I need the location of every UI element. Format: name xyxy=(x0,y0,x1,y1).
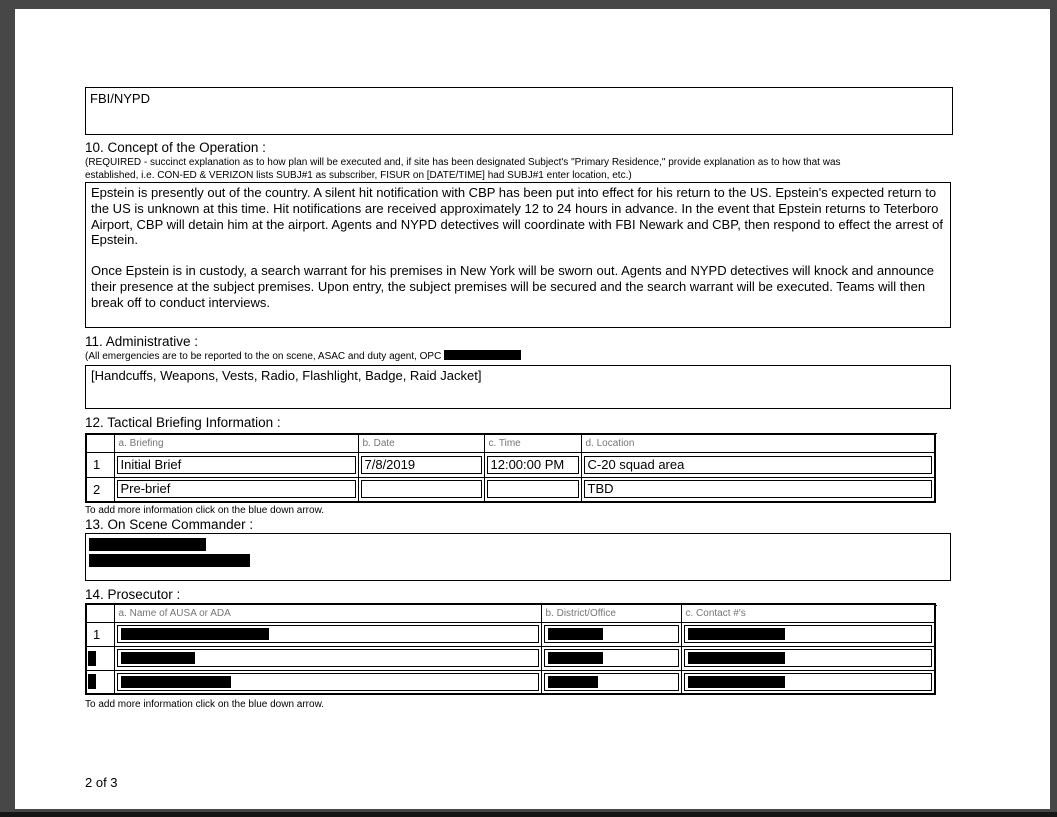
prosecutor-table-header-row xyxy=(86,604,935,622)
col-header-briefing: a. Briefing xyxy=(114,434,358,452)
redaction-bar xyxy=(688,676,785,688)
concept-paragraph-2: Once Epstein is in custody, a search warrant for his premises in New York will be sworn out. Agents and NYPD detectives will knock and announce their presence at the subject premises. Upon entry, the subject premises will be secured and the search warrant will be executed. Teams will then break off to conduct interviews. xyxy=(91,263,935,310)
briefing-row xyxy=(86,477,935,502)
ausa-name-field xyxy=(117,625,539,643)
redaction-bar xyxy=(444,350,521,360)
redaction-bar xyxy=(89,538,206,551)
paragraph-spacer xyxy=(91,248,945,263)
add-more-note: To add more information click on the blue down arrow. xyxy=(85,505,325,516)
row-number-redacted xyxy=(86,670,114,694)
section-13-heading: 13. On Scene Commander : xyxy=(85,517,937,536)
briefing-time-field: 12:00:00 PM xyxy=(487,456,579,474)
agency-field xyxy=(85,87,953,135)
section-12-heading: 12. Tactical Briefing Information : xyxy=(85,415,937,434)
district-field xyxy=(544,625,679,643)
col-header-district: b. District/Office xyxy=(541,604,681,622)
on-scene-commander-field xyxy=(85,533,951,581)
redaction-bar xyxy=(89,554,250,567)
briefing-date-field xyxy=(361,480,482,498)
ausa-name-field xyxy=(117,673,539,691)
administrative-field xyxy=(85,365,951,409)
concept-paragraph-1: Epstein is presently out of the country. A silent hit notification with CBP has been put into effect for his return to the US. Epstein's expected return to the US is unknown at this time. Hit notifications are received approximately 12 to 24 hours in advance. In the event that Epstein returns to Teterboro Airport, CBP will detain him at the airport. Agents and NYPD detectives will coordinate with FBI Newark and CBP, then respond to effect the arrest of Epstein. xyxy=(91,185,943,248)
tactical-briefing-table xyxy=(85,433,936,503)
row-number: 2 xyxy=(86,477,114,502)
briefing-location-field: C-20 squad area xyxy=(584,456,933,474)
col-header-blank xyxy=(86,434,114,452)
briefing-time-field xyxy=(487,480,579,498)
briefing-name-field: Pre-brief xyxy=(117,480,356,498)
col-header-blank xyxy=(86,604,114,622)
col-header-time: c. Time xyxy=(484,434,581,452)
prosecutor-table xyxy=(85,603,936,695)
row-number: 1 xyxy=(86,452,114,477)
contact-field xyxy=(684,625,933,643)
prosecutor-row xyxy=(86,646,935,670)
section-10-heading: 10. Concept of the Operation : xyxy=(85,140,266,155)
redaction-bar xyxy=(548,652,603,664)
section-11-note-text: (All emergencies are to be reported to the on scene, ASAC and duty agent, OPC xyxy=(85,351,445,362)
page-number: 2 of 3 xyxy=(85,775,118,790)
col-header-date: b. Date xyxy=(358,434,484,452)
redaction-bar xyxy=(121,628,269,640)
agency-text: FBI/NYPD xyxy=(90,91,150,106)
redaction-bar xyxy=(688,652,785,664)
district-field xyxy=(544,649,679,667)
section-10-note-line1: (REQUIRED - succinct explanation as to how plan will be executed and, if site has been designated Subject's "Primary Residence," provide explanation as to how that was xyxy=(85,157,841,168)
row-number: 1 xyxy=(86,622,114,646)
section-14-heading: 14. Prosecutor : xyxy=(85,587,937,606)
prosecutor-row xyxy=(86,622,935,646)
col-header-location: d. Location xyxy=(581,434,935,452)
contact-field xyxy=(684,673,933,691)
document-page xyxy=(15,9,1050,809)
section-10-note-line2: established, i.e. CON-ED & VERIZON lists SUBJ#1 as subscriber, FISUR on [DATE/TIME] had SUBJ#1 enter location, etc.) xyxy=(85,169,632,181)
briefing-date-field: 7/8/2019 xyxy=(361,456,482,474)
concept-of-operation-field xyxy=(85,182,951,328)
col-header-contact: c. Contact #'s xyxy=(681,604,935,622)
briefing-row xyxy=(86,452,935,477)
row-number-redacted xyxy=(86,646,114,670)
ausa-name-field xyxy=(117,649,539,667)
redaction-bar xyxy=(121,676,231,688)
briefing-location-field: TBD xyxy=(584,480,933,498)
redaction-bar xyxy=(548,676,598,688)
redaction-bar xyxy=(121,652,195,664)
add-more-note: To add more information click on the blue down arrow. xyxy=(85,699,325,710)
redaction-bar xyxy=(88,674,96,689)
redaction-bar xyxy=(548,628,603,640)
briefing-name-field: Initial Brief xyxy=(117,456,356,474)
prosecutor-row xyxy=(86,670,935,694)
district-field xyxy=(544,673,679,691)
contact-field xyxy=(684,649,933,667)
redaction-bar xyxy=(88,651,96,666)
col-header-ausa-name: a. Name of AUSA or ADA xyxy=(114,604,541,622)
briefing-table-header-row xyxy=(86,434,935,452)
section-11-heading: 11. Administrative : xyxy=(85,334,199,349)
scan-edge xyxy=(0,812,1057,817)
equipment-list: [Handcuffs, Weapons, Vests, Radio, Flashlight, Badge, Raid Jacket] xyxy=(91,368,482,383)
redaction-bar xyxy=(688,628,785,640)
